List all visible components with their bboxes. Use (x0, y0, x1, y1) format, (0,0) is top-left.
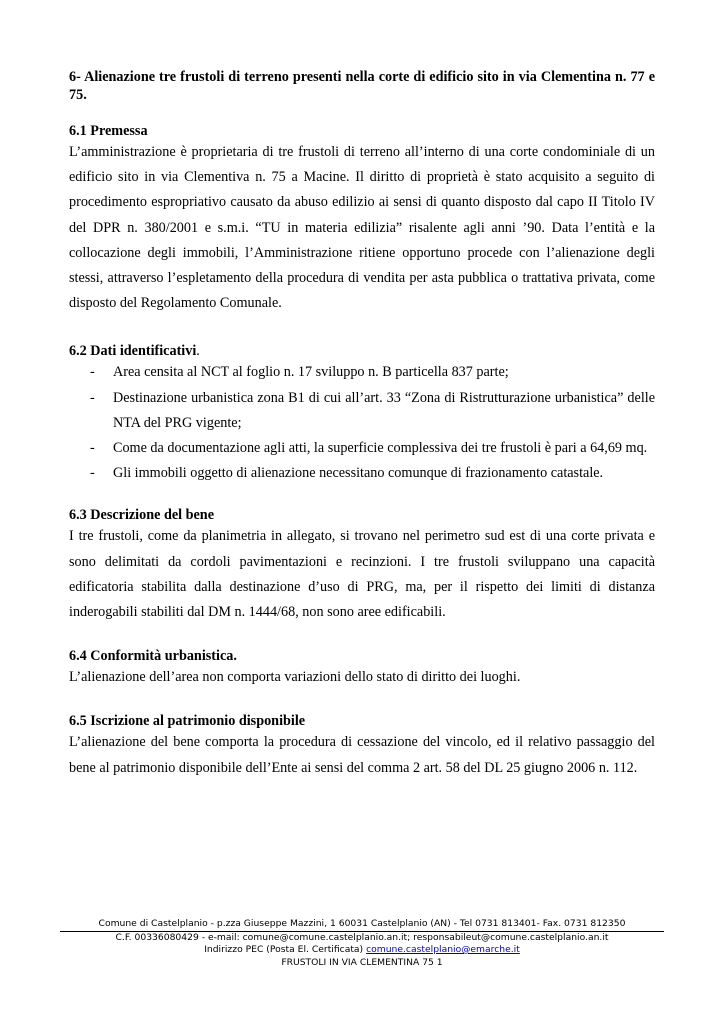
section-heading-text: 6.2 Dati identificativi (69, 343, 197, 360)
section-body: L’alienazione dell’area non comporta variazioni dello stato di diritto dei luoghi. (69, 669, 521, 686)
footer-address: Comune di Castelplanio - p.zza Giuseppe Mazzini, 1 60031 Castelplanio (AN) - Tel 0731 813401- Fax. 0731 812350 (60, 918, 664, 932)
dash-bullet: - (90, 440, 95, 457)
section-body: L’amministrazione è proprietaria di tre frustoli di terreno all’interno di una corte condominiale di un edificio sito in via Clementiva n. 75 a Macine. Il diritto di proprietà è stato acquisito a seguito di procedimento espropriativo causato da abuso edilizio ai sensi di quanto disposto dal capo II Titolo IV del DPR n. 380/2001 e s.m.i. “TU in materia edilizia” risalente agli anni ’90. Data l’entità e la collocazione degli immobili, l’Amministrazione ritiene opportuno procede con l’alienazione degli stessi, attraverso l’espletamento della procedura di vendita per asta pubblica o trattativa privata, come disposto del Regolamento Comunale. (69, 144, 655, 312)
footer-document-ref: FRUSTOLI IN VIA CLEMENTINA 75 1 (281, 956, 443, 968)
document-page (69, 68, 655, 781)
list-item-text: Gli immobili oggetto di alienazione necessitano comunque di frazionamento catastale. (113, 465, 604, 482)
footer-pec (60, 944, 664, 957)
section-body: I tre frustoli, come da planimetria in allegato, si trovano nel perimetro sud est di una corte privata e sono delimitati da cordoli pavimentazioni e recinzioni. I tre frustoli sviluppano una capacità edificatoria stabilita dalla destinazione d’uso di PRG, ma, per il rispetto dei limiti di distanza inderogabili stabiliti dal DM n. 1444/68, non sono aree edificabili. (69, 528, 655, 621)
list-item-text: Come da documentazione agli atti, la superficie complessiva dei tre frustoli è pari a 64,69 mq. (113, 440, 648, 457)
list-item-text: Destinazione urbanistica zona B1 di cui all’art. 33 “Zona di Ristrutturazione urbanistica” delle NTA del PRG vigente; (113, 389, 655, 431)
section-heading-suffix: . (196, 343, 200, 360)
section-conformita-urbanistica (69, 647, 655, 690)
section-premessa (69, 122, 655, 316)
section-heading: 6.3 Descrizione del bene (69, 507, 214, 524)
footer-contacts: C.F. 00336080429 - e-mail: comune@comune.castelplanio.an.it; responsabileut@comune.castelplanio.an.it (115, 931, 609, 943)
page-footer (60, 918, 664, 969)
dash-bullet: - (90, 364, 95, 381)
section-descrizione-bene (69, 506, 655, 625)
section-heading: 6.5 Iscrizione al patrimonio disponibile (69, 713, 306, 730)
document-title: 6- Alienazione tre frustoli di terreno presenti nella corte di edificio sito in via Clementina n. 77 e 75. (69, 69, 655, 103)
section-heading: 6.1 Premessa (69, 123, 148, 139)
dash-bullet: - (90, 389, 95, 406)
list-item (69, 386, 655, 436)
list-item-text: Area censita al NCT al foglio n. 17 sviluppo n. B particella 837 parte; (113, 364, 509, 381)
dash-bullet: - (90, 465, 95, 482)
list-item (69, 436, 655, 461)
section-iscrizione-patrimonio (69, 712, 655, 780)
footer-pec-label: Indirizzo PEC (Posta El. Certificata) (204, 944, 367, 955)
section-body: L’alienazione del bene comporta la procedura di cessazione del vincolo, ed il relativo passaggio del bene al patrimonio disponibile dell’Ente ai sensi del comma 2 art. 58 del DL 25 giugno 2006 n. 112. (69, 734, 655, 776)
identification-list (69, 360, 655, 486)
section-heading: 6.4 Conformità urbanistica. (69, 648, 237, 665)
pec-email-link[interactable]: comune.castelplanio@emarche.it (366, 944, 520, 955)
section-heading (69, 342, 655, 360)
list-item (69, 461, 655, 486)
section-dati-identificativi (69, 342, 655, 486)
list-item (69, 360, 655, 385)
